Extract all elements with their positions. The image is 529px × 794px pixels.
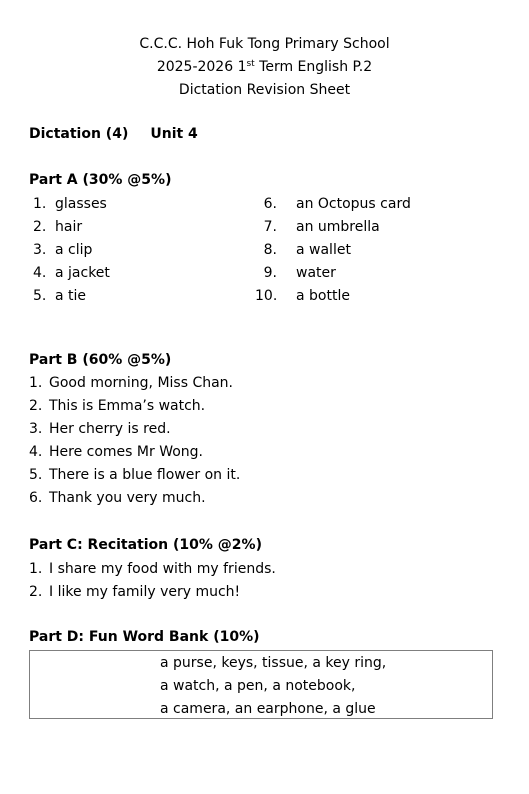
dictation-title — [29, 126, 198, 142]
item-number: 2. — [29, 584, 43, 600]
part-a-heading: Part A (30% @5%) — [29, 172, 172, 188]
item-number: 4. — [33, 265, 47, 281]
item-text: This is Emma’s watch. — [49, 398, 206, 414]
item-number: 5. — [33, 288, 47, 304]
unit-label: Unit 4 — [150, 126, 198, 142]
item-text: I share my food with my friends. — [49, 561, 276, 577]
item-text: a wallet — [296, 242, 351, 258]
item-text: Good morning, Miss Chan. — [49, 375, 234, 391]
item-text: hair — [55, 219, 83, 235]
item-text: glasses — [55, 196, 107, 212]
item-number: 7. — [263, 219, 277, 235]
item-number: 3. — [29, 421, 43, 437]
item-number: 6. — [263, 196, 277, 212]
item-text: a jacket — [55, 265, 110, 281]
list-item — [29, 418, 240, 441]
list-item — [255, 285, 411, 308]
item-number: 1. — [29, 561, 43, 577]
part-b-heading: Part B (60% @5%) — [29, 352, 172, 368]
part-d-heading: Part D: Fun Word Bank (10%) — [29, 629, 260, 645]
list-item — [33, 216, 110, 239]
item-number: 5. — [29, 467, 43, 483]
list-item — [255, 193, 411, 216]
item-number: 6. — [29, 490, 43, 506]
dictation-label: Dictation (4) — [29, 126, 129, 142]
term-line — [0, 56, 529, 79]
item-number: 3. — [33, 242, 47, 258]
item-text: Here comes Mr Wong. — [49, 444, 203, 460]
list-item — [33, 193, 110, 216]
list-item — [33, 239, 110, 262]
part-a-left-list — [33, 193, 110, 308]
list-item — [255, 262, 411, 285]
sheet-title: Dictation Revision Sheet — [178, 82, 351, 98]
word-bank-box — [29, 650, 493, 719]
term-year: 2025-2026 1 — [156, 59, 247, 75]
term-subject: Term English P.2 — [254, 59, 373, 75]
part-a-right-list — [255, 193, 411, 308]
list-item — [29, 558, 276, 581]
list-item — [29, 395, 240, 418]
item-text: an Octopus card — [296, 196, 411, 212]
list-item — [29, 487, 240, 510]
item-number: 10. — [255, 288, 278, 304]
item-number: 2. — [29, 398, 43, 414]
list-item — [255, 239, 411, 262]
document-header — [0, 33, 529, 102]
item-text: a bottle — [296, 288, 350, 304]
item-text: a tie — [55, 288, 87, 304]
item-text: Her cherry is red. — [49, 421, 171, 437]
part-b-list — [29, 372, 240, 510]
item-text: Thank you very much. — [49, 490, 206, 506]
list-item — [29, 441, 240, 464]
item-number: 1. — [29, 375, 43, 391]
item-text: I like my family very much! — [49, 584, 241, 600]
list-item — [29, 372, 240, 395]
item-text: There is a blue flower on it. — [49, 467, 241, 483]
part-c-heading: Part C: Recitation (10% @2%) — [29, 537, 262, 553]
list-item — [255, 216, 411, 239]
list-item — [29, 581, 276, 604]
term-ordinal-suffix: st — [246, 59, 255, 69]
item-text: an umbrella — [296, 219, 380, 235]
list-item — [33, 262, 110, 285]
word-bank-line: a camera, an earphone, a glue — [160, 701, 376, 717]
item-number: 2. — [33, 219, 47, 235]
list-item — [29, 464, 240, 487]
word-bank-line: a watch, a pen, a notebook, — [160, 678, 356, 694]
item-number: 9. — [263, 265, 277, 281]
item-text: water — [296, 265, 336, 281]
list-item — [33, 285, 110, 308]
word-bank-line: a purse, keys, tissue, a key ring, — [160, 655, 387, 671]
item-number: 4. — [29, 444, 43, 460]
item-text: a clip — [55, 242, 93, 258]
item-number: 1. — [33, 196, 47, 212]
school-name: C.C.C. Hoh Fuk Tong Primary School — [139, 36, 390, 52]
item-number: 8. — [263, 242, 277, 258]
part-c-list — [29, 558, 276, 604]
